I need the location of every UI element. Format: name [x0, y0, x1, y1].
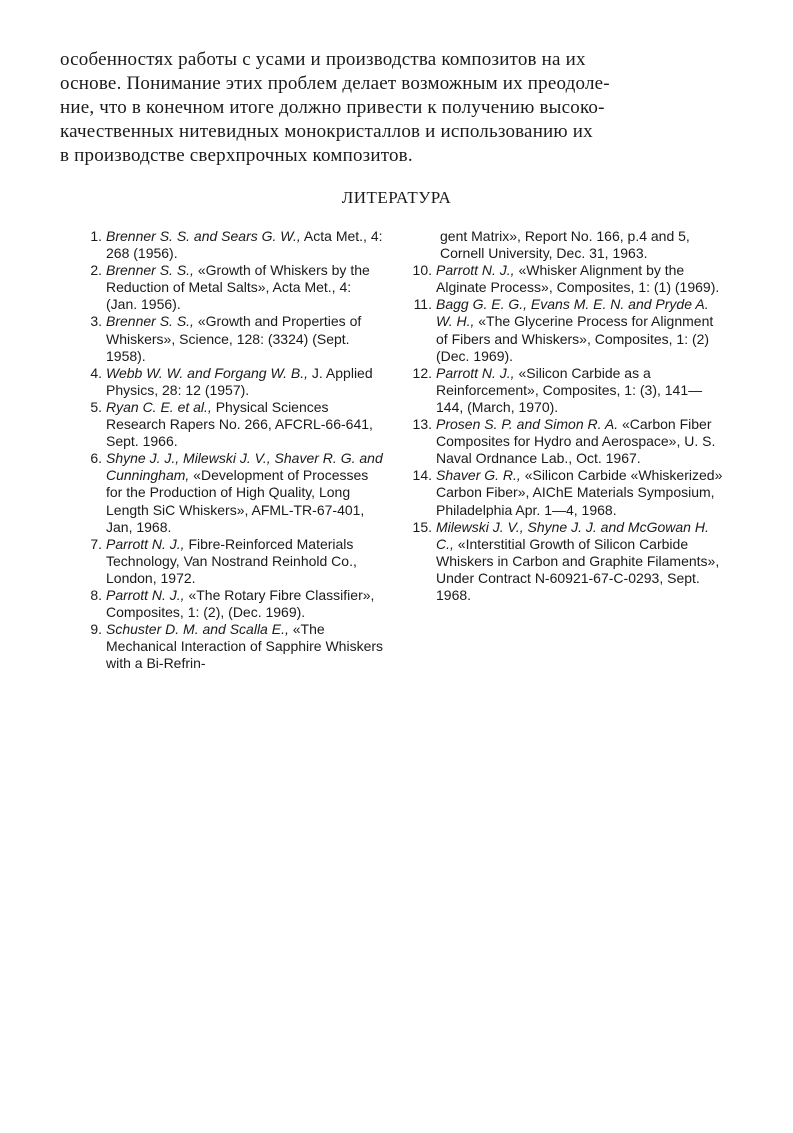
- reference-continuation: gent Matrix», Report No. 166, p.4 and 5, Cornell University, Dec. 31, 1963.: [440, 228, 690, 262]
- reference-authors: Milewski J. V., Shyne J. J. and McGowan H. C.,: [436, 518, 709, 552]
- reference-item: [408, 365, 726, 416]
- reference-details: «Silicon Carbide as a Reinforcement», Composites, 1: (3), 141—144, (March, 1970).: [436, 364, 703, 415]
- reference-item: [408, 467, 726, 518]
- reference-details: «The Mechanical Interaction of Sapphire Whiskers with a Bi-Refrin-: [106, 621, 384, 672]
- reference-item: [408, 296, 726, 364]
- reference-item: [78, 365, 386, 399]
- reference-item: [78, 399, 386, 450]
- reference-authors: Brenner S. S. and Sears G. W.,: [106, 228, 301, 244]
- reference-item: [408, 262, 726, 296]
- reference-authors: Prosen S. P. and Simon R. A.: [436, 416, 619, 433]
- reference-authors: Shaver G. R.,: [436, 467, 521, 484]
- reference-number: 6.: [90, 450, 102, 467]
- reference-authors: Shyne J. J., Milewski J. V., Shaver R. G. and Cunningham,: [106, 450, 383, 484]
- reference-details: «Carbon Fiber Composites for Hydro and Aerospace», U. S. Naval Ordnance Lab., Oct. 1967.: [436, 416, 716, 467]
- reference-item: [78, 228, 386, 262]
- reference-authors: Ryan C. E. et al.,: [106, 398, 212, 415]
- intro-line: основе. Понимание этих проблем делает возможным их преодоле-: [60, 73, 610, 94]
- reference-details: «Development of Processes for the Production of High Quality, Long Length SiC Whiskers», AFML-TR-67-401, Jan, 1968.: [106, 467, 369, 535]
- references-heading: ЛИТЕРАТУРА: [341, 188, 452, 207]
- reference-item: [78, 262, 386, 313]
- reference-details: «The Rotary Fibre Classifier», Composites, 1: (2), (Dec. 1969).: [106, 586, 375, 621]
- reference-item: [78, 313, 386, 364]
- reference-authors: Parrott N. J.,: [436, 364, 515, 381]
- reference-authors: Webb W. W. and Forgang W. B.,: [106, 364, 309, 381]
- reference-number: 5.: [90, 398, 102, 415]
- references-right-column: [408, 228, 726, 604]
- reference-details: «Whisker Alignment by the Alginate Process», Composites, 1: (1) (1969).: [436, 262, 720, 296]
- reference-item: [78, 587, 386, 621]
- reference-details: Fibre-Reinforced Materials Technology, Van Nostrand Reinhold Co., London, 1972.: [106, 535, 357, 586]
- reference-authors: Brenner S. S.,: [106, 262, 194, 279]
- reference-number: 14.: [412, 467, 432, 484]
- reference-number: 13.: [412, 416, 432, 433]
- reference-details: «The Glycerine Process for Alignment of Fibers and Whiskers», Composites, 1: (2) (Dec. 1969).: [436, 313, 714, 364]
- reference-details: «Silicon Carbide «Whiskerized» Carbon Fiber», AIChE Materials Symposium, Philadelphia Apr. 1—4, 1968.: [436, 467, 723, 518]
- intro-line: особенностях работы с усами и производства композитов на их: [60, 49, 586, 70]
- reference-number: 4.: [90, 364, 102, 381]
- reference-details: J. Applied Physics, 28: 12 (1957).: [106, 364, 373, 398]
- intro-line: в производстве сверхпрочных композитов.: [60, 145, 413, 166]
- reference-authors: Parrott N. J.,: [106, 586, 185, 603]
- reference-authors: Schuster D. M. and Scalla E.,: [106, 621, 289, 638]
- reference-item: [408, 519, 726, 604]
- reference-authors: Parrott N. J.,: [106, 535, 185, 552]
- reference-number: 9.: [90, 621, 102, 638]
- reference-item: [78, 621, 386, 672]
- reference-number: 15.: [412, 518, 432, 535]
- reference-details: Acta Met., 4: 268 (1956).: [106, 228, 383, 262]
- reference-item: [78, 536, 386, 587]
- reference-authors: Brenner S. S.,: [106, 313, 194, 330]
- reference-number: 7.: [90, 535, 102, 552]
- reference-number: 1.: [90, 228, 102, 244]
- reference-number: 2.: [90, 262, 102, 279]
- reference-details: «Interstitial Growth of Silicon Carbide Whiskers in Carbon and Graphite Filaments», Under Contract N-60921-67-C-0293, Sept. 1968.: [436, 535, 720, 603]
- reference-authors: Parrott N. J.,: [436, 262, 515, 279]
- reference-item: [78, 450, 386, 535]
- reference-details: «Growth of Whiskers by the Reduction of Metal Salts», Acta Met., 4: (Jan. 1956).: [106, 262, 370, 313]
- reference-item: [408, 416, 726, 467]
- intro-line: качественных нитевидных монокристаллов и использованию их: [60, 121, 593, 142]
- reference-number: 12.: [412, 364, 432, 381]
- reference-number: 3.: [90, 313, 102, 330]
- reference-authors: Bagg G. E. G., Evans M. E. N. and Pryde A. W. H.,: [436, 296, 709, 330]
- reference-number: 11.: [413, 296, 432, 313]
- references-left-column: [78, 228, 386, 672]
- reference-details: Physical Sciences Research Rapers No. 266, AFCRL-66-641, Sept. 1966.: [106, 398, 373, 450]
- reference-details: «Growth and Properties of Whiskers», Science, 128: (3324) (Sept. 1958).: [106, 313, 362, 364]
- reference-number: 10.: [412, 262, 432, 279]
- reference-number: 8.: [90, 586, 102, 603]
- intro-paragraph: [60, 48, 720, 168]
- intro-line: ние, что в конечном итоге должно привести к получению высоко-: [60, 97, 605, 118]
